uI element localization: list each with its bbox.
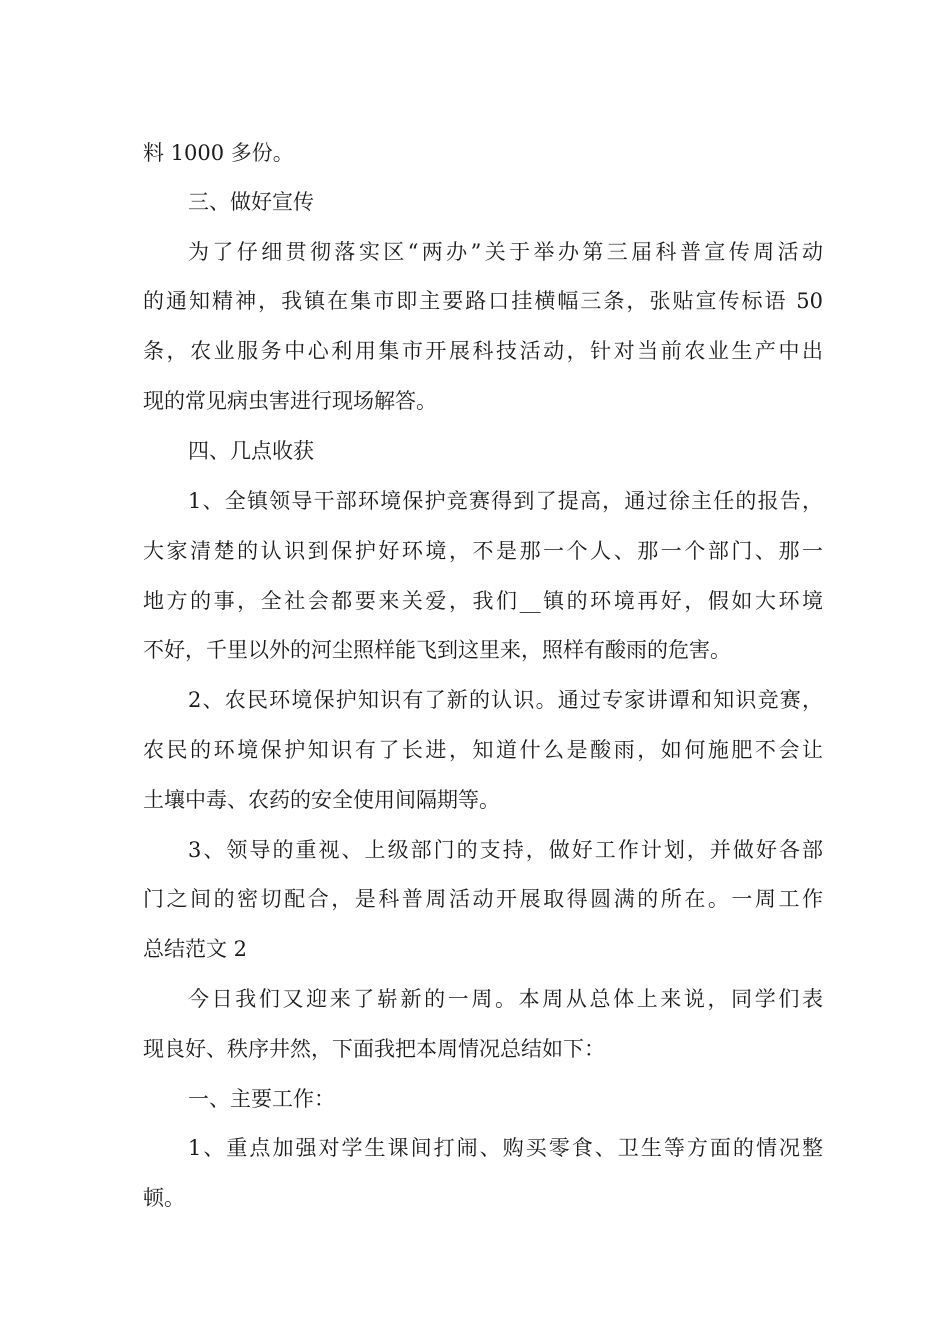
text-line: 料 1000 多份。 — [143, 141, 294, 165]
text-line: 农民的环境保护知识有了长进，知道什么是酸雨，如何施肥不会让 — [143, 738, 823, 762]
text-line: 地方的事，全社会都要来关爱，我们__镇的环境再好，假如大环境 — [143, 589, 823, 613]
text-line: 1、全镇领导干部环境保护竞赛得到了提高，通过徐主任的报告， — [188, 489, 823, 513]
text-line: 现的常见病虫害进行现场解答。 — [143, 389, 437, 413]
text-line: 大家清楚的认识到保护好环境，不是那一个人、那一个部门、那一 — [143, 539, 823, 563]
text-line: 条，农业服务中心利用集市开展科技活动，针对当前农业生产中出 — [143, 339, 823, 363]
text-line: 土壤中毒、农药的安全使用间隔期等。 — [143, 788, 500, 812]
text-line: 3、领导的重视、上级部门的支持，做好工作计划，并做好各部 — [188, 838, 823, 862]
text-line: 为了仔细贯彻落实区“两办”关于举办第三届科普宣传周活动 — [188, 240, 823, 264]
text-line: 2、农民环境保护知识有了新的认识。通过专家讲谭和知识竞赛， — [188, 688, 823, 712]
text-line: 顿。 — [143, 1186, 185, 1210]
text-line: 现良好、秩序井然，下面我把本周情况总结如下： — [143, 1037, 605, 1061]
text-line: 总结范文 2 — [143, 937, 248, 961]
section-heading: 三、做好宣传 — [188, 190, 314, 214]
text-line: 不好，千里以外的河尘照样能飞到这里来，照样有酸雨的危害。 — [143, 638, 731, 662]
section-heading: 一、主要工作： — [188, 1087, 335, 1111]
section-heading: 四、几点收获 — [188, 439, 314, 463]
text-line: 1、重点加强对学生课间打闹、购买零食、卫生等方面的情况整 — [188, 1136, 823, 1160]
text-line: 今日我们又迎来了崭新的一周。本周从总体上来说，同学们表 — [188, 987, 823, 1011]
text-line: 的通知精神，我镇在集市即主要路口挂横幅三条，张贴宣传标语 50 — [143, 289, 823, 313]
text-line: 门之间的密切配合，是科普周活动开展取得圆满的所在。一周工作 — [143, 887, 823, 911]
